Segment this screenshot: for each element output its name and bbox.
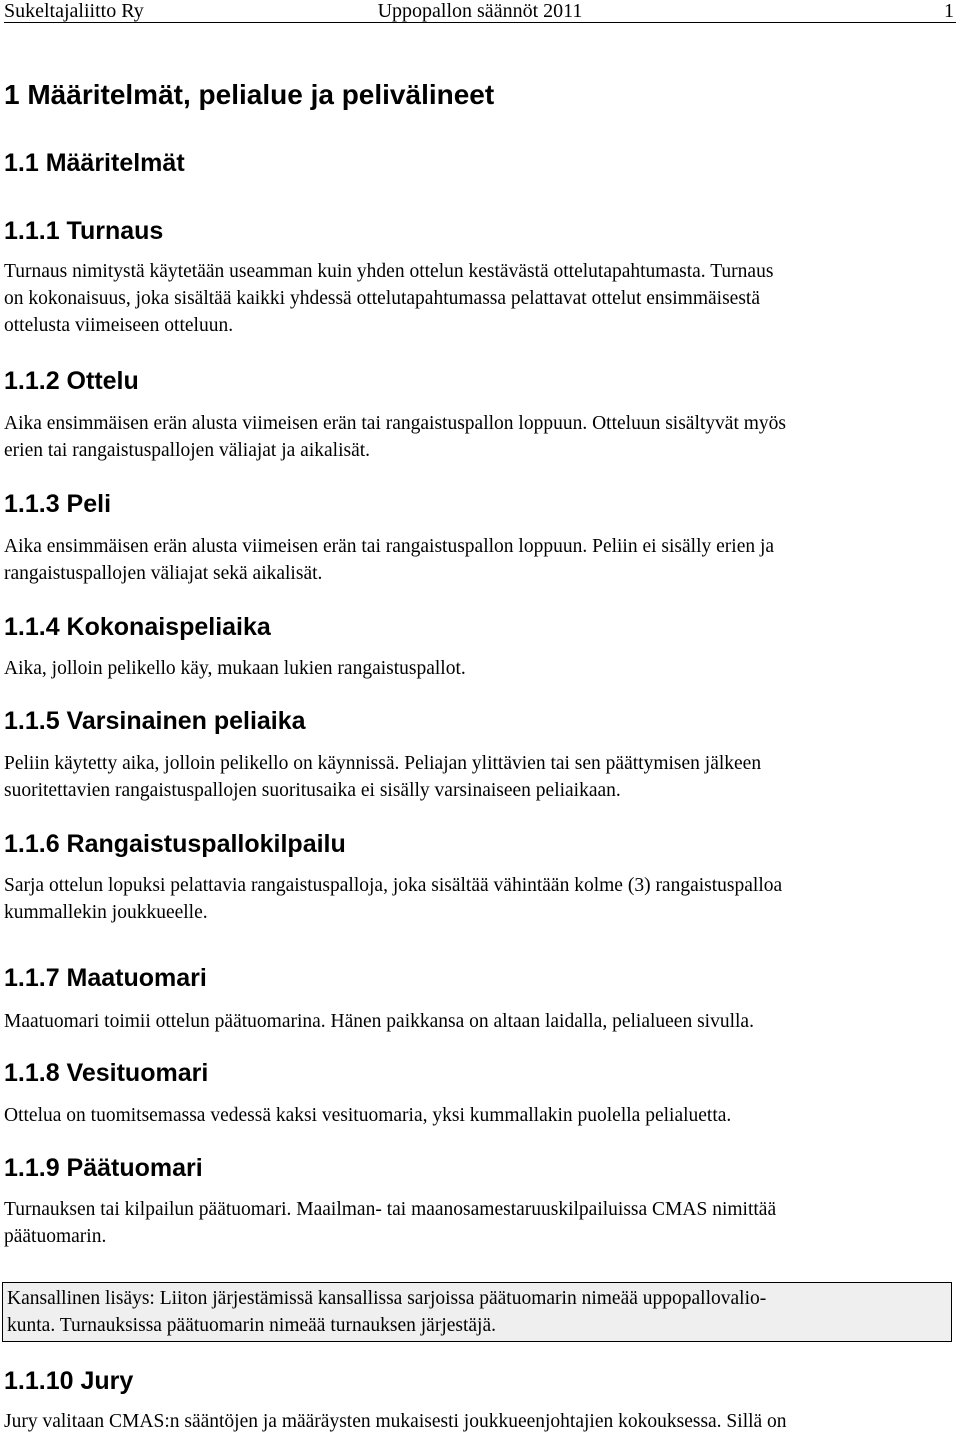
- text-line: Aika ensimmäisen erän alusta viimeisen erän tai rangaistuspallon loppuun. Peliin ei sisälly erien ja: [4, 536, 775, 557]
- national-addition-note: [2, 1282, 952, 1342]
- text-line: Turnauksen tai kilpailun päätuomari. Maailman- tai maanosamestaruuskilpailuissa CMAS nimittää: [4, 1199, 777, 1220]
- subsection-title: 1.1.10 Jury: [4, 1367, 134, 1395]
- subsection-title: 1.1.7 Maatuomari: [4, 964, 207, 992]
- subsection-body: [4, 750, 956, 804]
- note-line: Kansallinen lisäys: Liiton järjestämissä kansallissa sarjoissa päätuomarin nimeää uppopallovalio-: [7, 1288, 767, 1309]
- text-line: rangaistuspallojen väliajat sekä aikalisät.: [4, 563, 323, 584]
- header-document-title: Uppopallon säännöt 2011: [377, 0, 583, 22]
- text-line: ottelusta viimeiseen otteluun.: [4, 315, 234, 336]
- subsection-body: [4, 1102, 956, 1129]
- subsection-body: [4, 1196, 956, 1250]
- subsection-title: 1.1.5 Varsinainen peliaika: [4, 707, 306, 735]
- subsection-title: 1.1.1 Turnaus: [4, 217, 164, 245]
- text-line: erien tai rangaistuspallojen väliajat ja aikalisät.: [4, 440, 371, 461]
- subsection-body: [4, 655, 956, 682]
- text-line: suoritettavien rangaistuspallojen suoritusaika ei sisälly varsinaiseen peliaikaan.: [4, 780, 621, 801]
- text-line: Aika ensimmäisen erän alusta viimeisen erän tai rangaistuspallon loppuun. Otteluun sisältyvät myös: [4, 413, 786, 434]
- header-organization: Sukeltajaliitto Ry: [4, 0, 144, 22]
- note-line: kunta. Turnauksissa päätuomarin nimeää turnauksen järjestäjä.: [7, 1315, 497, 1336]
- text-line: Ottelua on tuomitsemassa vedessä kaksi vesituomaria, yksi kummallakin puolella pelialuetta.: [4, 1105, 732, 1126]
- text-line: kummallekin joukkueelle.: [4, 902, 208, 923]
- text-line: Sarja ottelun lopuksi pelattavia rangaistuspalloja, joka sisältää vähintään kolme (3) rangaistuspalloa: [4, 875, 783, 896]
- header-page-number: 1: [944, 0, 954, 22]
- subsection-title: 1.1.4 Kokonaispeliaika: [4, 613, 271, 641]
- text-line: Peliin käytetty aika, jolloin pelikello on käynnissä. Peliajan ylittävien tai sen päättymisen jälkeen: [4, 753, 762, 774]
- subsection-body: [4, 258, 956, 339]
- text-line: on kokonaisuus, joka sisältää kaikki yhdessä ottelutapahtumassa pelattavat ottelut ensimmäisestä: [4, 288, 760, 309]
- subsection-body: [4, 872, 956, 926]
- text-line: päätuomarin.: [4, 1226, 107, 1247]
- text-line: Turnaus nimitystä käytetään useamman kuin yhden ottelun kestävästä ottelutapahtumasta. Turnaus: [4, 261, 774, 282]
- subsection-title: 1.1.3 Peli: [4, 490, 112, 518]
- subsection-title: 1.1.6 Rangaistuspallokilpailu: [4, 830, 346, 858]
- subsection-body: [4, 533, 956, 587]
- running-header: [4, 0, 956, 23]
- section-title: 1.1 Määritelmät: [4, 149, 185, 177]
- text-line: Aika, jolloin pelikello käy, mukaan lukien rangaistuspallot.: [4, 658, 466, 679]
- subsection-title: 1.1.2 Ottelu: [4, 367, 139, 395]
- subsection-title: 1.1.9 Päätuomari: [4, 1154, 203, 1182]
- subsection-body: [4, 410, 956, 464]
- text-line: Maatuomari toimii ottelun päätuomarina. Hänen paikkansa on altaan laidalla, pelialueen sivulla.: [4, 1011, 754, 1032]
- text-line: Jury valitaan CMAS:n sääntöjen ja määräysten mukaisesti joukkueenjohtajien kokouksessa. Sillä on: [4, 1411, 787, 1432]
- subsection-title: 1.1.8 Vesituomari: [4, 1059, 209, 1087]
- chapter-title: 1 Määritelmät, pelialue ja pelivälineet: [4, 79, 495, 110]
- subsection-body: [4, 1408, 956, 1435]
- subsection-body: [4, 1008, 956, 1035]
